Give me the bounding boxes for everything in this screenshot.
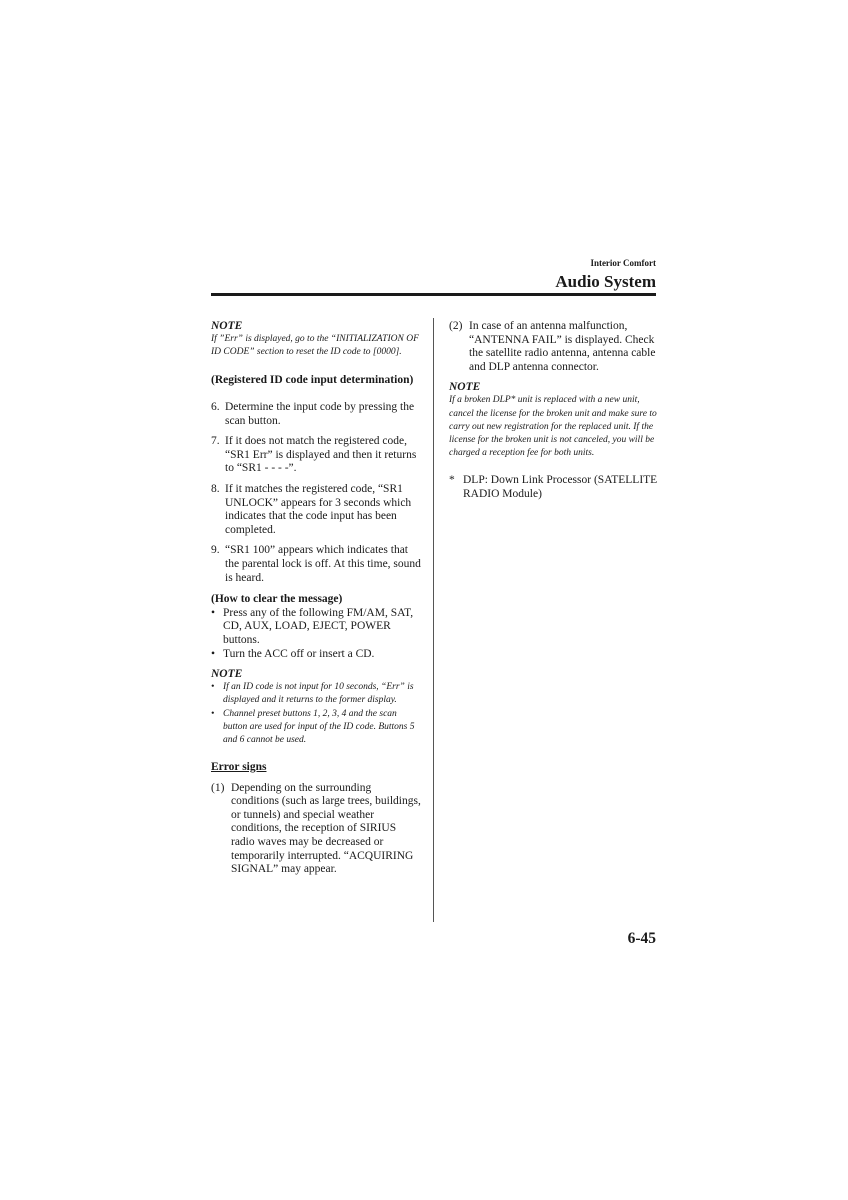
header-section: [555, 258, 656, 293]
right-column: [449, 320, 659, 502]
list-item: [211, 607, 421, 648]
page-number: 6-45: [627, 930, 656, 947]
note-list-item-text: Channel preset buttons 1, 2, 3, 4 and the scan button are used for input of the ID code. Buttons 5 and 6 cannot be used.: [223, 708, 415, 745]
bullet-glyph: •: [211, 708, 215, 719]
error-number: (2): [449, 320, 463, 332]
footnote: [449, 474, 659, 501]
note-text: If ”Err” is displayed, go to the “INITIALIZATION OF ID CODE” section to reset the ID code to [0000].: [211, 334, 419, 358]
note-list-item: [211, 681, 421, 707]
note-list-item: [211, 708, 421, 748]
bullet-glyph: •: [211, 682, 215, 693]
note-block: [449, 381, 659, 460]
bullet-glyph: •: [211, 606, 216, 619]
note-title: NOTE: [449, 381, 481, 394]
footnote-mark: *: [449, 474, 455, 487]
note-title: NOTE: [211, 668, 243, 681]
step-text: Determine the input code by pressing the scan button.: [225, 401, 415, 427]
step-number: 8.: [211, 482, 220, 495]
step-number: 7.: [211, 435, 220, 448]
list-item: [211, 648, 421, 662]
step-item: [211, 401, 421, 428]
error-signs-heading: Error signs: [211, 761, 267, 774]
step-number: 6.: [211, 401, 220, 413]
error-text: In case of an antenna malfunction, “ANTENNA FAIL” is displayed. Check the satellite radio antenna, antenna cable and DLP antenna connector.: [469, 320, 656, 373]
column-divider: [433, 318, 434, 922]
bullet-glyph: •: [211, 647, 216, 660]
step-item: [211, 544, 421, 585]
note-title: NOTE: [211, 320, 243, 332]
note-block: [211, 668, 421, 747]
list-item-text: Press any of the following FM/AM, SAT, CD, AUX, LOAD, EJECT, POWER buttons.: [223, 606, 414, 646]
error-item: [211, 782, 421, 877]
footnote-text: DLP: Down Link Processor (SATELLITE RADIO Module): [463, 474, 658, 500]
step-text: If it does not match the registered code, “SR1 Err” is displayed and then it returns to “SR1 - - - -”.: [225, 435, 417, 475]
section-label: Interior Comfort: [590, 258, 656, 268]
step-text: “SR1 100” appears which indicates that the parental lock is off. At this time, sound is heard.: [225, 544, 421, 584]
note-text: If a broken DLP* unit is replaced with a new unit, cancel the license for the broken unit and make sure to carry out new registration for the replaced unit. If the license for the broken unit is not canceled, you will be charged a reception fee for both units.: [449, 395, 657, 459]
step-text: If it matches the registered code, “SR1 UNLOCK” appears for 3 seconds which indicates that the code input has been completed.: [225, 482, 412, 536]
header-rule: [211, 293, 656, 296]
subheading-registered-id: (Registered ID code input determination): [211, 374, 414, 387]
page-title: Audio System: [555, 272, 656, 291]
error-text: Depending on the surrounding conditions (such as large trees, buildings, or tunnels) and special weather conditions, the reception of SIRIUS radio waves may be decreased or temporarily interrupted. “ACQUIRING SIGNAL” may appear.: [231, 781, 421, 876]
note-list-item-text: If an ID code is not input for 10 seconds, “Err” is displayed and it returns to the former display.: [223, 682, 414, 706]
error-number: (1): [211, 781, 225, 794]
step-item: [211, 483, 421, 537]
left-column: [211, 320, 421, 877]
note-block: [211, 320, 421, 359]
step-item: [211, 435, 421, 476]
list-item-text: Turn the ACC off or insert a CD.: [223, 647, 375, 660]
step-number: 9.: [211, 544, 220, 557]
subheading-clear-message: (How to clear the message): [211, 593, 343, 606]
error-item: [449, 320, 659, 374]
